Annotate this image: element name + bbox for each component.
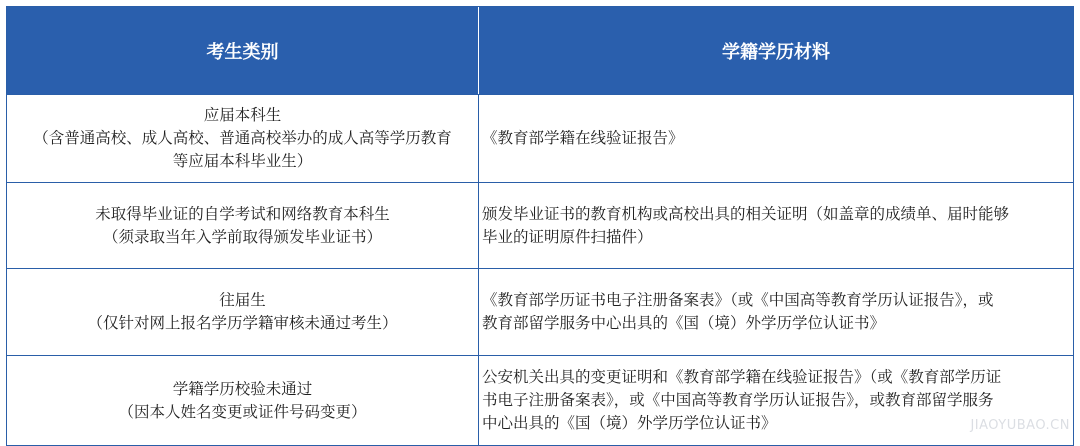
category-line: （含普通高校、成人高校、普通高校举办的成人高等学历教育 <box>33 129 452 147</box>
category-line: （仅针对网上报名学历学籍审核未通过考生） <box>87 314 398 332</box>
table-row <box>7 94 1073 182</box>
materials-line: 《教育部学历证书电子注册备案表》（或《中国高等教育学历认证报告》，或 <box>482 291 994 309</box>
category-line: 等应届本科毕业生） <box>172 152 313 170</box>
admission-materials-table <box>6 6 1074 446</box>
category-line: 往届生 <box>219 291 266 309</box>
table-row <box>7 182 1073 268</box>
materials-line: 《教育部学籍在线验证报告》 <box>482 129 684 147</box>
table-header-row <box>7 7 1073 94</box>
category-line: （须录取当年入学前取得颁发毕业证书） <box>102 227 382 246</box>
materials-line: 公安机关出具的变更证明和《教育部学籍在线验证报告》（或《教育部学历证 <box>482 368 1002 386</box>
table-row <box>7 355 1073 445</box>
candidate-category-cell <box>7 95 479 182</box>
table-row <box>7 268 1073 355</box>
site-watermark: JIAOYUBAO.CN <box>970 418 1070 433</box>
category-line: （因本人姓名变更或证件号码变更） <box>118 402 367 421</box>
candidate-category-cell <box>7 269 479 355</box>
materials-cell <box>479 269 1073 355</box>
materials-line: 教育部留学服务中心出具的《国（境）外学历学位认证书》 <box>482 314 886 332</box>
candidate-category-cell <box>7 356 479 445</box>
materials-line: 书电子注册备案表》，或《中国高等教育学历认证报告》，或教育部留学服务 <box>482 391 994 409</box>
header-academic-materials: 学籍学历材料 <box>722 41 830 63</box>
materials-line: 中心出具的《国（境）外学历学位认证书》 <box>482 414 777 432</box>
category-line: 未取得毕业证的自学考试和网络教育本科生 <box>95 204 390 223</box>
candidate-category-cell <box>7 183 479 268</box>
materials-line: 颁发毕业证书的教育机构或高校出具的相关证明（如盖章的成绩单、届时能够 <box>482 204 1010 223</box>
category-line: 应届本科生 <box>203 106 282 124</box>
materials-cell <box>479 183 1073 268</box>
header-candidate-category: 考生类别 <box>7 7 479 94</box>
category-line: 学籍学历校验未通过 <box>172 379 313 398</box>
materials-cell <box>479 95 1073 182</box>
materials-line: 毕业的证明原件扫描件） <box>482 227 653 246</box>
